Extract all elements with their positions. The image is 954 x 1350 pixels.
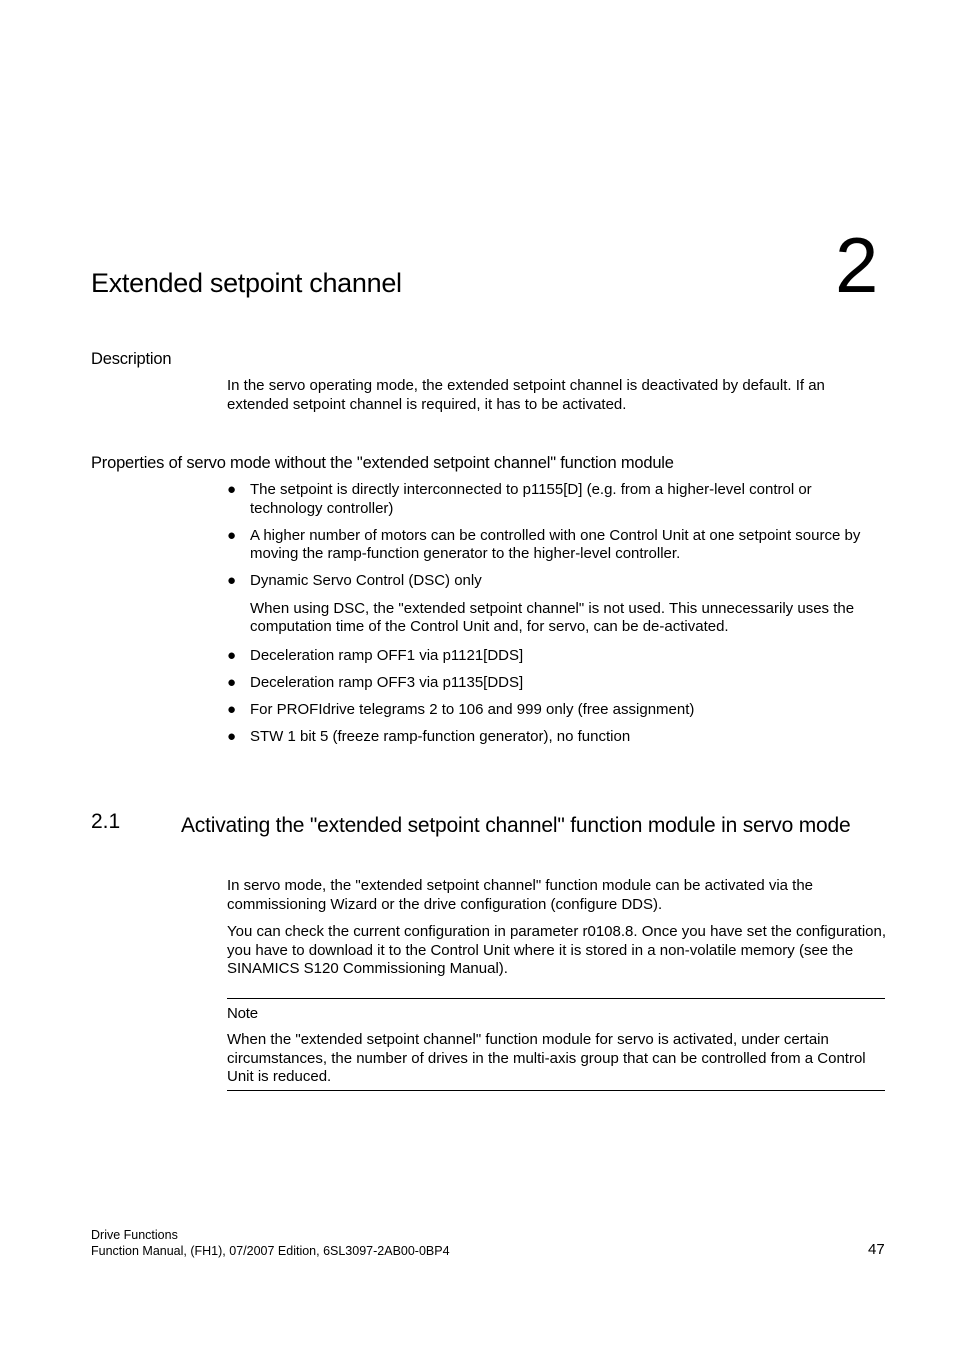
list-item-text: A higher number of motors can be controlled with one Control Unit at one setpoint source by moving the ramp-function generator to the higher-level controller. xyxy=(250,526,861,562)
list-item-text: Deceleration ramp OFF1 via p1121[DDS] xyxy=(250,646,524,664)
list-item-text: Deceleration ramp OFF3 via p1135[DDS] xyxy=(250,673,524,691)
properties-list xyxy=(227,481,887,755)
list-item xyxy=(227,527,887,564)
list-item-text: For PROFIdrive telegrams 2 to 106 and 999 only (free assignment) xyxy=(250,700,695,718)
list-item-text: Dynamic Servo Control (DSC) only xyxy=(250,572,482,589)
description-text: In the servo operating mode, the extended setpoint channel is deactivated by default. If an extended setpoint channel is required, it has to be activated. xyxy=(227,377,825,413)
bullet-icon: ● xyxy=(227,481,237,498)
list-item xyxy=(227,572,887,637)
list-item xyxy=(227,647,887,666)
note-heading: Note xyxy=(227,1005,258,1022)
note-text: When the "extended setpoint channel" function module for servo is activated, under certain circumstances, the number of drives in the multi-axis group that can be controlled from a Control Unit is reduced. xyxy=(227,1031,866,1085)
section-title: Activating the "extended setpoint channel" function module in servo mode xyxy=(181,814,851,837)
dsc-note-text: When using DSC, the "extended setpoint channel" is not used. This unnecessarily uses the computation time of the Control Unit and, for servo, can be de-activated. xyxy=(250,599,855,635)
footer-line-1: Drive Functions xyxy=(91,1228,178,1242)
chapter-number: 2 xyxy=(835,221,879,309)
list-item xyxy=(227,701,887,720)
chapter-title: Extended setpoint channel xyxy=(91,268,402,298)
bullet-icon: ● xyxy=(227,572,237,589)
list-item xyxy=(227,674,887,693)
list-item-text: The setpoint is directly interconnected to p1155[D] (e.g. from a higher-level control or technology controller) xyxy=(250,481,812,517)
bullet-icon: ● xyxy=(227,526,237,544)
list-item xyxy=(227,728,887,747)
note-bottom-rule xyxy=(227,1090,885,1091)
page-number: 47 xyxy=(868,1241,885,1258)
bullet-icon: ● xyxy=(227,646,237,664)
bullet-icon: ● xyxy=(227,727,237,745)
section-paragraph-1: In servo mode, the "extended setpoint channel" function module can be activated via the commissioning Wizard or the drive configuration (configure DDS). xyxy=(227,877,814,913)
footer xyxy=(91,1227,450,1259)
list-item xyxy=(227,481,887,518)
footer-line-2: Function Manual, (FH1), 07/2007 Edition, 6SL3097-2AB00-0BP4 xyxy=(91,1244,450,1258)
bullet-icon: ● xyxy=(227,673,237,691)
note-top-rule xyxy=(227,998,885,999)
properties-heading: Properties of servo mode without the "extended setpoint channel" function module xyxy=(91,454,674,472)
bullet-icon: ● xyxy=(227,700,237,718)
description-heading: Description xyxy=(91,350,172,368)
list-item-text: STW 1 bit 5 (freeze ramp-function generator), no function xyxy=(250,727,631,745)
section-paragraph-2: You can check the current configuration in parameter r0108.8. Once you have set the configuration, you have to download it to the Control Unit where it is stored in a non-volatile memory (see the SINAMICS S120 Commissioning Manual). xyxy=(227,923,887,977)
section-number: 2.1 xyxy=(91,810,121,833)
